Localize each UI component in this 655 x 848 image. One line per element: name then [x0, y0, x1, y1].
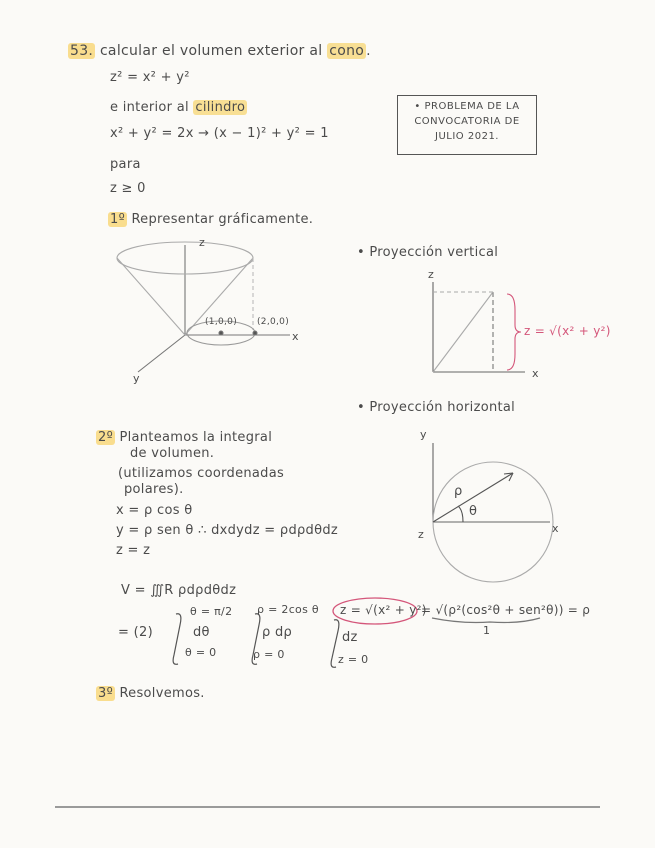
int2-body: ρ dρ — [262, 625, 293, 640]
interior-prefix: e interior al — [110, 100, 189, 115]
hproj-theta-label: θ — [469, 504, 478, 519]
point-a-dot — [219, 331, 223, 335]
step2-heading — [96, 430, 272, 445]
int1-upper-limit: θ = π/2 — [190, 605, 233, 618]
step3-text: Resolvemos. — [119, 686, 205, 701]
vproj-function-label: z = √(x² + y²) — [524, 324, 611, 338]
vproj-brace — [507, 294, 521, 370]
cylinder-equation: x² + y² = 2x → (x − 1)² + y² = 1 — [110, 126, 329, 141]
note-line: CONVOCATORIA DE — [414, 116, 520, 127]
int3-body: dz — [342, 630, 358, 645]
integral-sign-1 — [173, 614, 181, 665]
note-line: • PROBLEMA DE LA — [414, 101, 520, 112]
hproj-y-label: y — [420, 428, 427, 441]
hproj-z-label: z — [418, 528, 425, 541]
step2-line4: polares). — [124, 482, 184, 497]
volume-factor: = (2) — [118, 625, 153, 640]
y-axis-3d — [138, 335, 185, 372]
z-condition: z ≥ 0 — [110, 181, 146, 196]
step3-number: 3º — [98, 686, 113, 701]
underbrace — [432, 618, 540, 623]
circled-equation: z = √(x² + y²) — [340, 603, 427, 617]
step2-line3: (utilizamos coordenadas — [118, 466, 285, 481]
int2-upper-limit: ρ = 2cos θ — [257, 603, 319, 616]
step2-line1: Planteamos la integral — [119, 430, 273, 445]
int1-body: dθ — [193, 625, 210, 640]
step2-line2: de volumen. — [130, 446, 215, 461]
vertical-projection-plot — [433, 282, 525, 372]
int1-lower-limit: θ = 0 — [185, 646, 217, 659]
hproj-x-label: x — [552, 522, 559, 535]
problem-title-highlight: cono — [329, 43, 365, 59]
horizontal-projection-plot — [433, 443, 553, 582]
point-b-label: (2,0,0) — [257, 317, 290, 327]
3d-z-label: z — [199, 236, 206, 249]
eq-x-polar: x = ρ cos θ — [116, 503, 193, 518]
step2-number: 2º — [98, 430, 113, 445]
note-line: JULIO 2021. — [435, 131, 499, 142]
hproj-theta-arc — [458, 506, 463, 522]
vproj-title: • Proyección vertical — [357, 245, 499, 260]
volume-integral: V = ∭R ρdρdθdz — [121, 583, 237, 598]
polar-derivation: = √(ρ²(cos²θ + sen²θ)) = ρ — [421, 603, 591, 617]
hproj-rho-label: ρ — [454, 484, 463, 499]
cone-equation: z² = x² + y² — [110, 70, 190, 85]
problem-title-prefix: calcular el volumen exterior al — [99, 43, 323, 59]
para-label: para — [110, 157, 141, 172]
int2-lower-limit: ρ = 0 — [253, 648, 285, 661]
underbrace-value: 1 — [483, 624, 491, 637]
point-b-dot — [253, 331, 257, 335]
step1-text: Representar gráficamente. — [131, 212, 314, 227]
point-a-label: (1,0,0) — [205, 317, 238, 327]
eq-z-polar: z = z — [116, 543, 151, 558]
hproj-title: • Proyección horizontal — [357, 400, 516, 415]
step3-heading — [96, 686, 205, 701]
vproj-cone-line — [433, 292, 493, 372]
problem-number: 53. — [70, 43, 94, 59]
page-bottom-rule — [55, 806, 600, 808]
vproj-x-label: x — [532, 367, 539, 380]
cone-edge-left — [117, 258, 185, 335]
step1-number: 1º — [110, 212, 125, 227]
problem-title-suffix: . — [366, 43, 371, 59]
3d-y-label: y — [133, 372, 140, 385]
int3-lower-limit: z = 0 — [338, 653, 369, 666]
interior-highlight: cilindro — [195, 100, 246, 115]
vproj-z-label: z — [428, 268, 435, 281]
3d-x-label: x — [292, 330, 299, 343]
eq-y-polar: y = ρ sen θ ∴ dxdydz = ρdρdθdz — [116, 523, 339, 538]
3d-sketch — [117, 242, 290, 372]
